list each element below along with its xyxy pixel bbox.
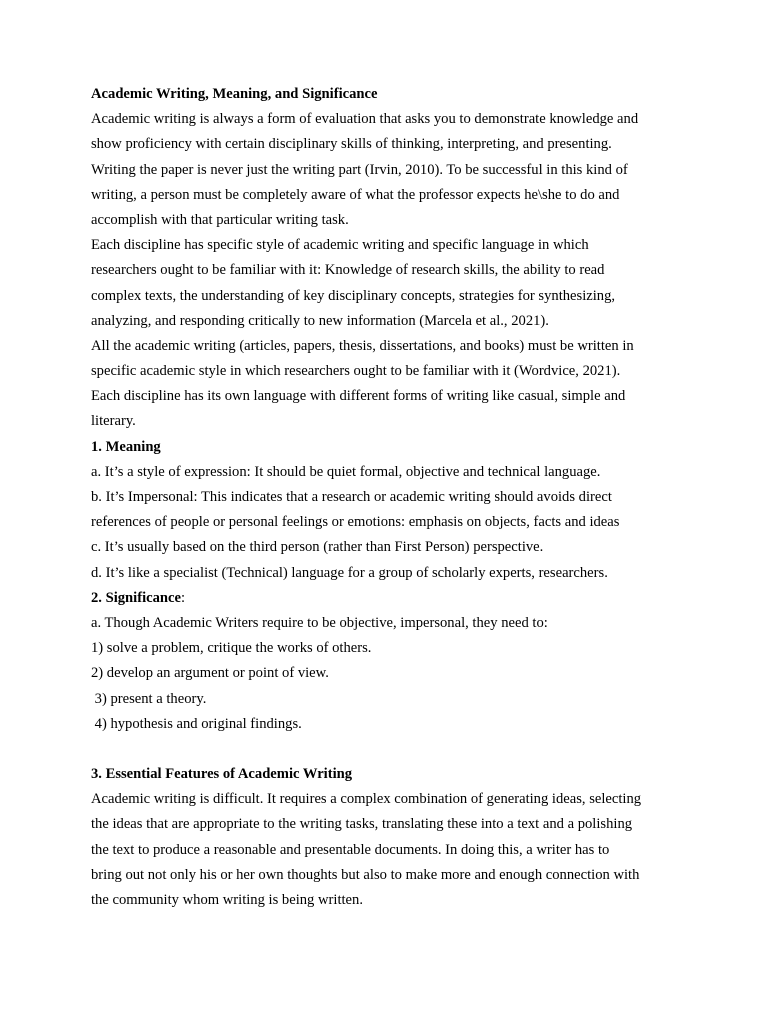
intro-line: Writing the paper is never just the writing part (Irvin, 2010). To be successful in this kind of (91, 161, 628, 178)
meaning-item: c. It’s usually based on the third person (rather than First Person) perspective. (91, 539, 544, 556)
document-page (91, 82, 691, 913)
significance-item: 3) present a theory. (91, 690, 207, 707)
intro-line: show proficiency with certain disciplinary skills of thinking, interpreting, and presenting. (91, 136, 612, 153)
features-line: the ideas that are appropriate to the writing tasks, translating these into a text and a polishing (91, 816, 633, 833)
features-paragraph (91, 787, 691, 913)
intro-line: researchers ought to be familiar with it: Knowledge of research skills, the ability to read (91, 262, 605, 279)
significance-item: a. Though Academic Writers require to be objective, impersonal, they need to: (91, 614, 548, 631)
meaning-item: a. It’s a style of expression: It should be quiet formal, objective and technical language. (91, 463, 601, 480)
intro-line: literary. (91, 413, 136, 430)
significance-heading: 2. Significance (91, 589, 181, 606)
features-line: the community whom writing is being written. (91, 892, 363, 908)
meaning-heading: 1. Meaning (91, 438, 161, 455)
features-line: the text to produce a reasonable and presentable documents. In doing this, a writer has to (91, 841, 610, 858)
features-line: bring out not only his or her own thoughts but also to make more and enough connection with (91, 866, 640, 883)
intro-line: analyzing, and responding critically to new information (Marcela et al., 2021). (91, 312, 549, 329)
meaning-item: d. It’s like a specialist (Technical) language for a group of scholarly experts, researchers. (91, 564, 608, 581)
significance-list (91, 611, 691, 737)
significance-colon: : (181, 589, 186, 606)
intro-line: writing, a person must be completely aware of what the professor expects he\she to do and (91, 186, 620, 203)
intro-line: complex texts, the understanding of key disciplinary concepts, strategies for synthesizing, (91, 287, 616, 304)
significance-item: 2) develop an argument or point of view. (91, 665, 329, 682)
significance-heading-line (91, 586, 691, 611)
significance-item: 1) solve a problem, critique the works of others. (91, 640, 372, 657)
intro-line: Each discipline has specific style of academic writing and specific language in which (91, 237, 589, 254)
intro-paragraphs (91, 107, 691, 434)
intro-line: specific academic style in which researchers ought to be familiar with it (Wordvice, 2021). (91, 363, 621, 380)
features-heading: 3. Essential Features of Academic Writing (91, 766, 353, 783)
significance-item: 4) hypothesis and original findings. (91, 715, 302, 732)
meaning-item: references of people or personal feelings or emotions: emphasis on objects, facts and ideas (91, 514, 620, 531)
features-line: Academic writing is difficult. It requires a complex combination of generating ideas, selecting (91, 791, 642, 808)
intro-line: All the academic writing (articles, papers, thesis, dissertations, and books) must be written in (91, 337, 634, 354)
meaning-item: b. It’s Impersonal: This indicates that a research or academic writing should avoids direct (91, 489, 612, 505)
meaning-list (91, 460, 691, 586)
document-title: Academic Writing, Meaning, and Significance (91, 86, 378, 102)
intro-line: Each discipline has its own language with different forms of writing like casual, simple and (91, 388, 626, 405)
intro-line: accomplish with that particular writing task. (91, 211, 349, 228)
blank-line (91, 737, 691, 762)
intro-line: Academic writing is always a form of evaluation that asks you to demonstrate knowledge and (91, 111, 639, 128)
